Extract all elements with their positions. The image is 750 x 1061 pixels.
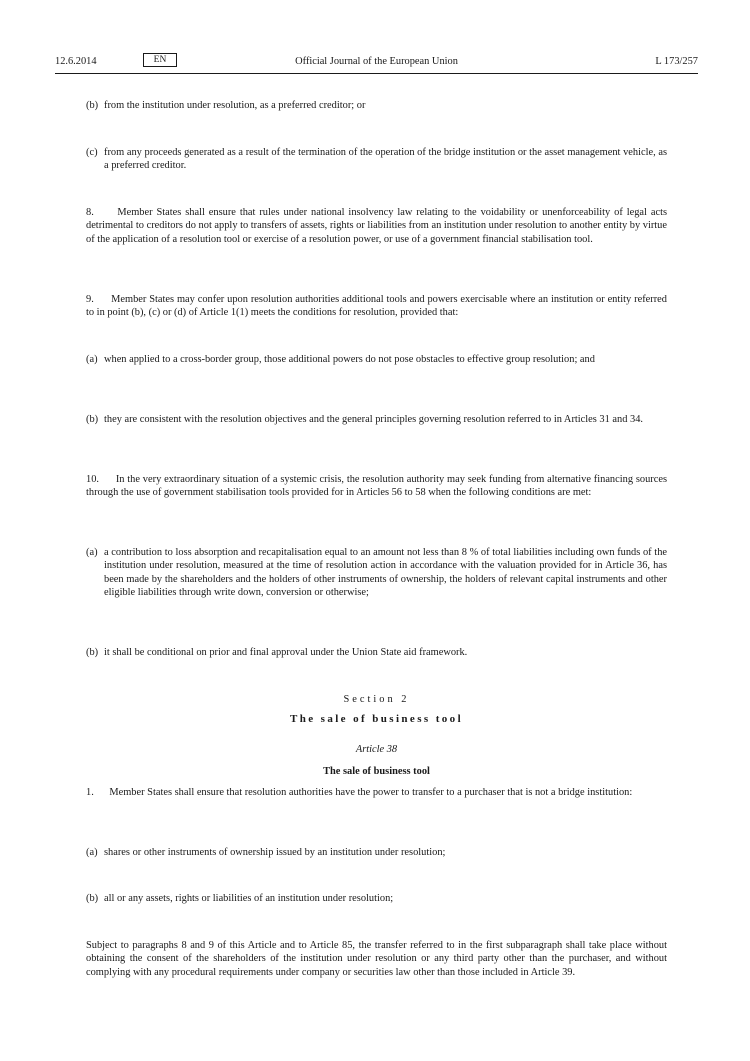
point-label: (a) — [86, 847, 98, 858]
section-number: Section 2 — [343, 694, 410, 705]
point-text: it shall be conditional on prior and final approval under the Union State aid framework. — [104, 647, 468, 658]
point-label: (b) — [86, 414, 99, 425]
point-b-preferred-creditor — [86, 99, 667, 112]
page-reference: L 173/257 — [655, 56, 698, 67]
paragraph-9-point-a — [86, 353, 667, 366]
article-paragraph-1: 1. Member States shall ensure that resolution authorities have the power to transfer to a purchaser that is not a bridge institution: — [86, 787, 633, 798]
point-label: (b) — [86, 893, 99, 904]
point-label: (c) — [86, 147, 98, 158]
journal-title: Official Journal of the European Union — [295, 56, 458, 67]
paragraph-10-point-a — [86, 546, 667, 600]
point-label: (b) — [86, 100, 99, 111]
point-text: when applied to a cross-border group, those additional powers do not pose obstacles to effective group resolution; and — [104, 354, 595, 365]
paragraph-8: 8. Member States shall ensure that rules under national insolvency law relating to the voidability or unenforceability of legal acts detrimental to creditors do not apply to transfers of assets, rights or liabilities from an institution under resolution to another entity by virtue of the application of a resolution tool or exercise of a resolution power, or use of a government financial stabilisation tool. — [86, 207, 670, 245]
header-date: 12.6.2014 — [55, 56, 97, 67]
article-subparagraph: Subject to paragraphs 8 and 9 of this Article and to Article 85, the transfer referred to in the first subparagraph shall take place without obtaining the consent of the shareholders of the institution under resolution or any third party other than the purchaser, and without complying with any procedural requirements under company or securities law other than those included in Article 39. — [86, 940, 667, 978]
point-text: from the institution under resolution, as a preferred creditor; or — [104, 100, 366, 111]
paragraph-10: 10. In the very extraordinary situation of a systemic crisis, the resolution authority may seek funding from alternative financing sources through the use of government stabilisation tools provided for in Articles 56 to 58 when the following conditions are met: — [86, 474, 670, 499]
language-badge: EN — [143, 53, 177, 67]
point-label: (a) — [86, 547, 98, 558]
point-text: they are consistent with the resolution objectives and the general principles governing resolution referred to in Articles 31 and 34. — [104, 414, 644, 425]
paragraph-9-point-b — [86, 413, 667, 426]
point-label: (b) — [86, 647, 99, 658]
paragraph-10-point-b — [86, 646, 667, 659]
point-label: (a) — [86, 354, 98, 365]
article-title: The sale of business tool — [323, 766, 430, 777]
point-text: from any proceeds generated as a result of the termination of the operation of the bridge institution or the asset management vehicle, as a preferred creditor. — [104, 147, 667, 172]
article-number: Article 38 — [355, 744, 398, 755]
page-header — [55, 53, 698, 74]
point-text: shares or other instruments of ownership issued by an institution under resolution; — [104, 847, 446, 858]
point-text: all or any assets, rights or liabilities of an institution under resolution; — [104, 893, 394, 904]
paragraph-9: 9. Member States may confer upon resolution authorities additional tools and powers exercisable where an institution or entity referred to in point (b), (c) or (d) of Article 1(1) meets the conditions for resolution, provided that: — [86, 294, 670, 319]
article-point-b — [86, 892, 667, 905]
section-title: The sale of business tool — [289, 713, 464, 725]
point-c-proceeds — [86, 146, 667, 173]
point-text: a contribution to loss absorption and recapitalisation equal to an amount not less than 8 % of total liabilities including own funds of the institution under resolution, measured at the time of resolution action in accordance with the valuation provided for in Article 36, has been made by the shareholders and the holders of other instruments of ownership, the holders of relevant capital instruments and other eligible liabilities through write down, conversion or otherwise; — [104, 547, 667, 599]
article-point-a — [86, 846, 667, 859]
